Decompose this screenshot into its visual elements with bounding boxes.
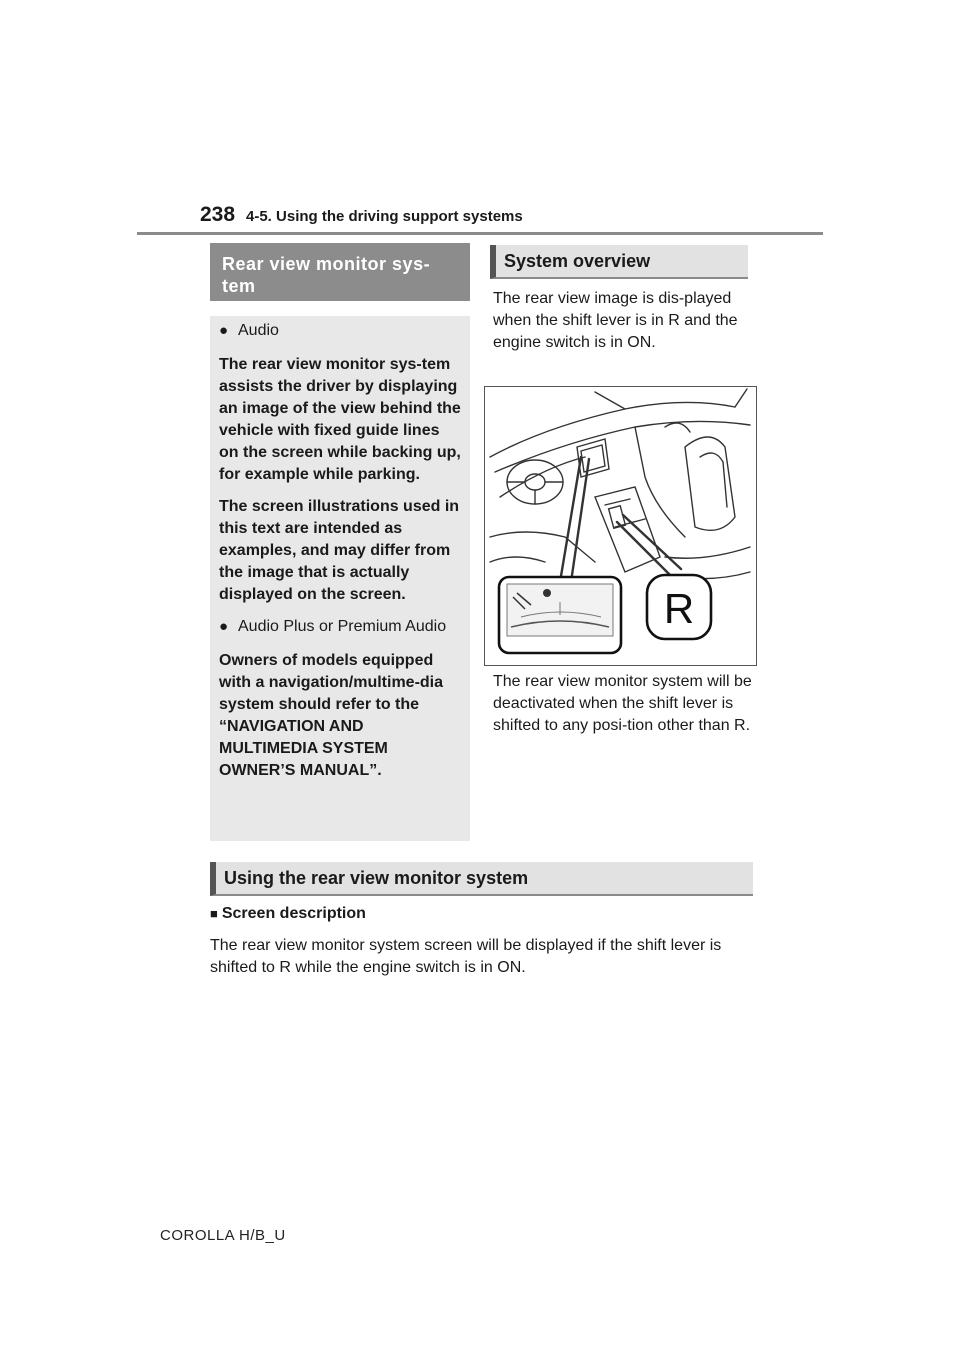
section-title: 4-5. Using the driving support systems	[246, 208, 523, 225]
system-overview-title: System overview	[490, 245, 748, 279]
shift-r-label: R	[663, 585, 695, 632]
filled-circle-icon: ●	[219, 618, 229, 635]
screen-description-heading: ■ Screen description	[210, 905, 366, 922]
monitor-description: The rear view monitor sys-tem assists the driver by displaying an image of the view behind the vehicle with fixed guide lines on the screen while backing up, for example while parking.	[219, 356, 461, 483]
navigation-note: Owners of models equipped with a navigation/multime-dia system should refer to the “NAVIGATION AND MULTIMEDIA SYSTEM OWNER’S MANUAL”.	[219, 652, 444, 779]
filled-circle-icon: ●	[219, 322, 229, 339]
overview-text-2: The rear view monitor system will be deactivated when the shift lever is shifted to any posi-tion other than R.	[493, 673, 752, 734]
footer-model: COROLLA H/B_U	[160, 1227, 286, 1244]
bullet-audio-plus: ● Audio Plus or Premium Audio	[219, 616, 462, 638]
rear-view-monitor-illustration	[484, 386, 757, 666]
car-interior-drawing	[485, 387, 756, 665]
rear-view-monitor-info-box	[210, 316, 470, 841]
using-system-title: Using the rear view monitor system	[210, 862, 753, 896]
illustration-note: The screen illustrations used in this text are intended as examples, and may differ from the image that is actually displayed on the screen.	[219, 498, 460, 603]
page-number: 238	[200, 203, 236, 226]
rear-view-monitor-title: Rear view monitor sys-tem	[210, 243, 470, 301]
overview-text-1: The rear view image is dis-played when the shift lever is in R and the engine switch is in ON.	[493, 290, 738, 351]
header-rule	[137, 232, 823, 235]
square-icon: ■	[210, 906, 218, 921]
screen-description-text: The rear view monitor system screen will be displayed if the shift lever is shifted to R while the engine switch is in ON.	[210, 937, 722, 976]
bullet-audio: ● Audio	[219, 320, 462, 342]
